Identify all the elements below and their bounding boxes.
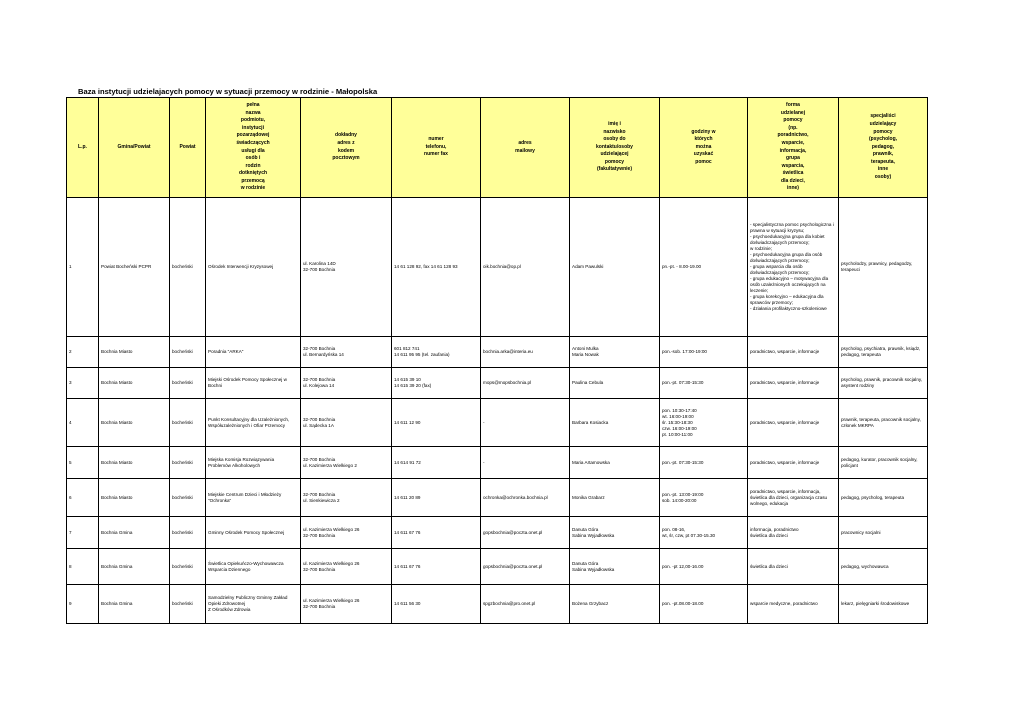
header-forma-pomocy: forma udzielanej pomocy (np. poradnictwo, wsparcie, informacja, grupa wsparcia, świetlica dla dzieci, inne) [748, 98, 839, 198]
cell-nazwa-podmiotu: Punkt Konsultacyjny dla Uzależnionych, Współuzależnionych i Ofiar Przemocy [206, 399, 301, 447]
cell-forma-pomocy: poradnictwo, wsparcie, informacje [748, 399, 839, 447]
cell-email: gopsbochnia@poczta.onet.pl [481, 517, 570, 549]
cell-email: spgzbochnia@pro.onet.pl [481, 585, 570, 624]
cell-forma-pomocy: poradnictwo, wsparcie, informacje [748, 368, 839, 399]
header-specjalisci: specjaliści udzielający pomocy (psycholog, pedagog, prawnik, terapeuta, inne osoby) [839, 98, 928, 198]
cell-email: - [481, 399, 570, 447]
table-row [67, 399, 928, 447]
cell-specjalisci: psycholog, prawnik, pracownik socjalny, asystent rodziny [839, 368, 928, 399]
header-powiat: Powiat [170, 98, 206, 198]
cell-godziny: pon.-pt. 07:30-15:30 [660, 447, 748, 479]
cell-gmina-powiat: Bochnia Miasto [99, 368, 170, 399]
cell-powiat: bocheński [170, 368, 206, 399]
cell-lp: 2 [67, 337, 99, 368]
cell-adres: ul. Kazimierza Wielkiego 26 32-700 Bochnia [301, 517, 392, 549]
header-email: adres mailowy [481, 98, 570, 198]
cell-godziny: pn.-pt. - 8.00-19.00 [660, 198, 748, 337]
cell-nazwa-podmiotu: Świetlica Opiekuńczo-Wychowawcza Wsparcia Dziennego [206, 549, 301, 585]
cell-osoba-kontaktowa: Danuta Góra Sabina Wyjadłowska [570, 549, 660, 585]
cell-forma-pomocy: - specjalistyczna pomoc psychologiczna i prawna w sytuacji kryzysu; - psychoedukacyjna grupa dla kobiet doświadczających przemocy; w rodzinie; - psychoedukacyjna grupa dla osób doświadczających przemocy; - grupa wsparcia dla osób doświadczających przemocy; - grupa edukacyjno – motywacyjna dla osób uzależnionych oczekujących na leczenie; - grupa korekcyjno – edukacyjna dla sprawców przemocy; - działania profilaktyczno-szkoleniowe [748, 198, 839, 337]
cell-lp: 8 [67, 549, 99, 585]
cell-powiat: bocheński [170, 585, 206, 624]
cell-nazwa-podmiotu: Poradnia "ARKA" [206, 337, 301, 368]
institutions-table [66, 97, 928, 624]
cell-adres: ul. Karolina 14D 32-700 Bochnia [301, 198, 392, 337]
cell-powiat: bocheński [170, 337, 206, 368]
cell-nazwa-podmiotu: Miejskie Centrum Dzieci i Młodzieży "Ochronka" [206, 479, 301, 517]
table-row [67, 447, 928, 479]
cell-adres: 32-700 Bochnia ul. Sienkiewicza 2 [301, 479, 392, 517]
cell-telefon: 14 611 12 90 [392, 399, 481, 447]
cell-gmina-powiat: Bochnia Miasto [99, 447, 170, 479]
cell-lp: 1 [67, 198, 99, 337]
cell-godziny: pon. -pt.08.00-18.00 [660, 585, 748, 624]
cell-godziny: pon.-sob. 17:00-19:00 [660, 337, 748, 368]
cell-powiat: bocheński [170, 517, 206, 549]
cell-osoba-kontaktowa: Bożena Grzybacz [570, 585, 660, 624]
cell-lp: 7 [67, 517, 99, 549]
cell-nazwa-podmiotu: Samodzielny Publiczny Gminny Zakład Opieki Zdrowotnej Z Ośrodków Zdrowia [206, 585, 301, 624]
table-row [67, 549, 928, 585]
cell-osoba-kontaktowa: Adam Pawulski [570, 198, 660, 337]
cell-gmina-powiat: Bochnia Gmina [99, 549, 170, 585]
cell-email: ochronka@ochronka.bochnia.pl [481, 479, 570, 517]
cell-powiat: bocheński [170, 549, 206, 585]
header-row [67, 98, 928, 198]
cell-forma-pomocy: wsparcie medyczne, poradnictwo [748, 585, 839, 624]
cell-specjalisci: pedagog, wychowawca [839, 549, 928, 585]
table-row [67, 368, 928, 399]
cell-nazwa-podmiotu: Ośrodek Interwencji Kryzysowej [206, 198, 301, 337]
cell-specjalisci: prawnik, terapeuta, pracownik socjalny, członek MKRPA [839, 399, 928, 447]
cell-forma-pomocy: poradnictwo, wsparcie, informacje [748, 447, 839, 479]
table-row [67, 517, 928, 549]
cell-specjalisci: psycholog, psychiatra, prawnik, ksiądz, pedagog, terapeuta [839, 337, 928, 368]
cell-osoba-kontaktowa: Maria Artamowska [570, 447, 660, 479]
cell-gmina-powiat: Powiat Bocheński PCPR [99, 198, 170, 337]
cell-godziny: pon. -pt 12,00-16.00 [660, 549, 748, 585]
header-lp: L.p. [67, 98, 99, 198]
cell-telefon: 601 812 741 14 611 95 95 (tel. zaufania) [392, 337, 481, 368]
table-row [67, 198, 928, 337]
cell-specjalisci: pracownicy socjalni [839, 517, 928, 549]
cell-email: - [481, 447, 570, 479]
table-row [67, 479, 928, 517]
cell-telefon: 14 611 20 89 [392, 479, 481, 517]
cell-osoba-kontaktowa: Monika Grabarz [570, 479, 660, 517]
cell-telefon: 14 611 67 76 [392, 549, 481, 585]
cell-nazwa-podmiotu: Miejski Ośrodek Pomocy Społecznej w Bochni [206, 368, 301, 399]
cell-telefon: 14 611 56 30 [392, 585, 481, 624]
sheet-title: Baza instytucji udzielajacych pomocy w sytuacji przemocy w rodzinie - Małopolska [78, 87, 378, 96]
cell-specjalisci: lekarz, pielęgniarki środowiskowe [839, 585, 928, 624]
cell-nazwa-podmiotu: Miejska Komisja Rozwiązywania Problemów Alkoholowych [206, 447, 301, 479]
cell-forma-pomocy: poradnictwo, wsparcie, informacja, świetlica dla dzieci, organizacja czasu wolnego, edukacja [748, 479, 839, 517]
header-adres: dokładny adres z kodem pocztowym [301, 98, 392, 198]
cell-godziny: pon. 10:30-17:40 wt. 16:00-19:00 śr. 15:30-18:30 czw. 16:00-19:00 pt. 10:00-11:00 [660, 399, 748, 447]
cell-lp: 9 [67, 585, 99, 624]
cell-adres: 32-700 Bochnia ul. Kolejowa 14 [301, 368, 392, 399]
cell-adres: 32-700 Bochnia ul. Sądecka 1A [301, 399, 392, 447]
cell-specjalisci: pedagog, kurator, pracownik socjalny, policjant [839, 447, 928, 479]
header-godziny: godziny w których można uzyskać pomoc [660, 98, 748, 198]
cell-specjalisci: pedagog, psycholog, terapeuta [839, 479, 928, 517]
cell-email: gopsbochnia@poczta.onet.pl [481, 549, 570, 585]
header-nazwa-podmiotu: pełna nazwa podmiotu, instytucji pozarządowej świadczących usługi dla osób i rodzin dotkniętych przemocą w rodzinie [206, 98, 301, 198]
cell-gmina-powiat: Bochnia Gmina [99, 585, 170, 624]
cell-godziny: pon.-pt. 13:00-19:00 sob. 14:00-20:00 [660, 479, 748, 517]
cell-telefon: 14 615 39 10 14 615 39 20 (fax) [392, 368, 481, 399]
cell-lp: 3 [67, 368, 99, 399]
header-gmina-powiat: Gmina/Powiat [99, 98, 170, 198]
cell-forma-pomocy: świetlica dla dzieci [748, 549, 839, 585]
cell-adres: ul. Kazimierza Wielkiego 26 32-700 Bochnia [301, 585, 392, 624]
cell-nazwa-podmiotu: Gminny Ośrodek Pomocy Społecznej [206, 517, 301, 549]
cell-osoba-kontaktowa: Paulina Cebula [570, 368, 660, 399]
cell-adres: 32-700 Bochnia ul. Bernardyńska 14 [301, 337, 392, 368]
cell-gmina-powiat: Bochnia Miasto [99, 399, 170, 447]
cell-gmina-powiat: Bochnia Gmina [99, 517, 170, 549]
cell-adres: 32-700 Bochnia ul. Kazimierza Wielkiego 2 [301, 447, 392, 479]
cell-powiat: bocheński [170, 447, 206, 479]
cell-lp: 5 [67, 447, 99, 479]
table-body [67, 198, 928, 624]
cell-gmina-powiat: Bochnia Miasto [99, 337, 170, 368]
cell-email: oik.bochnia@op.pl [481, 198, 570, 337]
table-row [67, 337, 928, 368]
header-osoba-kontaktowa: imię i nazwisko osoby do kontaktu/osoby udzielającej pomocy (fakultatywnie) [570, 98, 660, 198]
cell-forma-pomocy: poradnictwo, wsparcie, informacje [748, 337, 839, 368]
cell-powiat: bocheński [170, 198, 206, 337]
cell-lp: 4 [67, 399, 99, 447]
cell-telefon: 14 614 91 72 [392, 447, 481, 479]
cell-adres: ul. Kazimierza Wielkiego 26 32-700 Bochnia [301, 549, 392, 585]
cell-email: mops@mopsbochnia.pl [481, 368, 570, 399]
cell-osoba-kontaktowa: Danuta Góra Sabina Wyjadłowska [570, 517, 660, 549]
cell-powiat: bocheński [170, 479, 206, 517]
cell-godziny: pon. 08-16, wt, śr, czw, pt 07.30-15.30 [660, 517, 748, 549]
table-row [67, 585, 928, 624]
cell-osoba-kontaktowa: Antoni Mulka Maria Nowak [570, 337, 660, 368]
cell-godziny: pon.-pt. 07:30-15:30 [660, 368, 748, 399]
header-telefon: numer telefonu, numer fax [392, 98, 481, 198]
cell-email: bochnia.arka@interia.eu [481, 337, 570, 368]
cell-telefon: 14 61 128 92, fax 14 61 128 93 [392, 198, 481, 337]
cell-gmina-powiat: Bochnia Miasto [99, 479, 170, 517]
cell-powiat: bocheński [170, 399, 206, 447]
cell-specjalisci: psycholodzy, prawnicy, pedagodzy, terapeuci [839, 198, 928, 337]
cell-osoba-kontaktowa: Barbara Kosiacka [570, 399, 660, 447]
cell-lp: 6 [67, 479, 99, 517]
cell-telefon: 14 611 67 76 [392, 517, 481, 549]
cell-forma-pomocy: informacja, poradnictwo świetlica dla dzieci [748, 517, 839, 549]
